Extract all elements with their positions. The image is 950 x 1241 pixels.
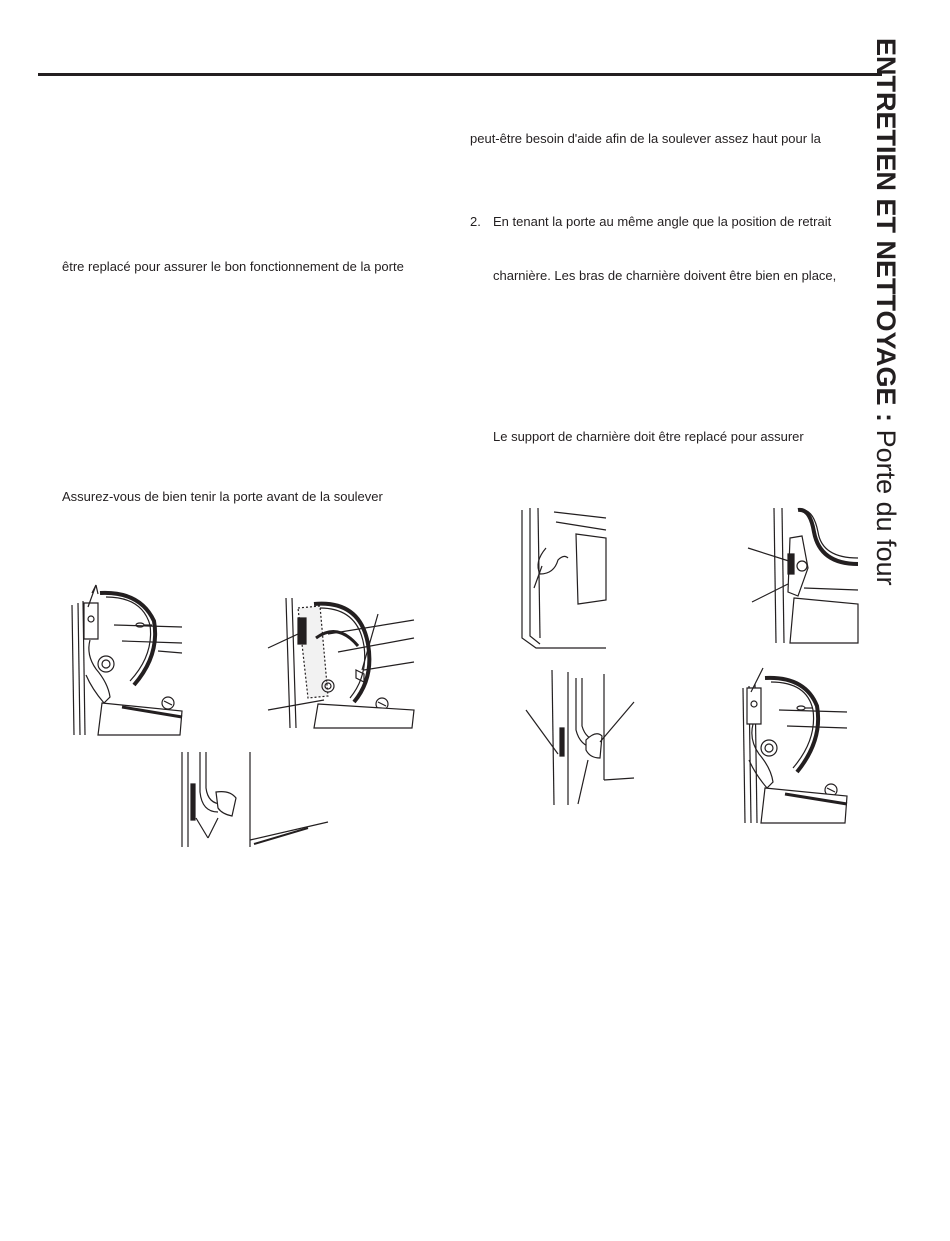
figure-hinge-door-right xyxy=(735,668,850,823)
figure-hinge-slot xyxy=(748,508,858,643)
right-text-line-4: Le support de charnière doit être replacé pour assurer xyxy=(493,429,804,444)
step-2-number: 2. xyxy=(470,214,481,229)
header-rule xyxy=(38,73,882,76)
section-heading-light: Porte du four xyxy=(871,429,901,586)
step-2-line-1: En tenant la porte au même angle que la position de retrait xyxy=(493,214,832,229)
figure-range-hand xyxy=(516,508,608,650)
figure-hinge-closeup-right xyxy=(524,670,639,805)
figure-hinge-closeup-left xyxy=(178,752,328,847)
left-text-line-1: être replacé pour assurer le bon fonctionnement de la porte xyxy=(62,259,404,274)
section-heading-bold: ENTRETIEN ET NETTOYAGE : xyxy=(871,38,901,423)
figure-hinge-removal xyxy=(268,598,418,728)
right-text-line-1: peut-être besoin d'aide afin de la soulever assez haut pour la xyxy=(470,131,821,146)
figure-hinge-door-left xyxy=(62,585,187,735)
section-heading xyxy=(871,38,901,586)
left-text-line-2: Assurez-vous de bien tenir la porte avant de la soulever xyxy=(62,489,383,504)
step-2-line-2: charnière. Les bras de charnière doivent être bien en place, xyxy=(493,268,837,283)
